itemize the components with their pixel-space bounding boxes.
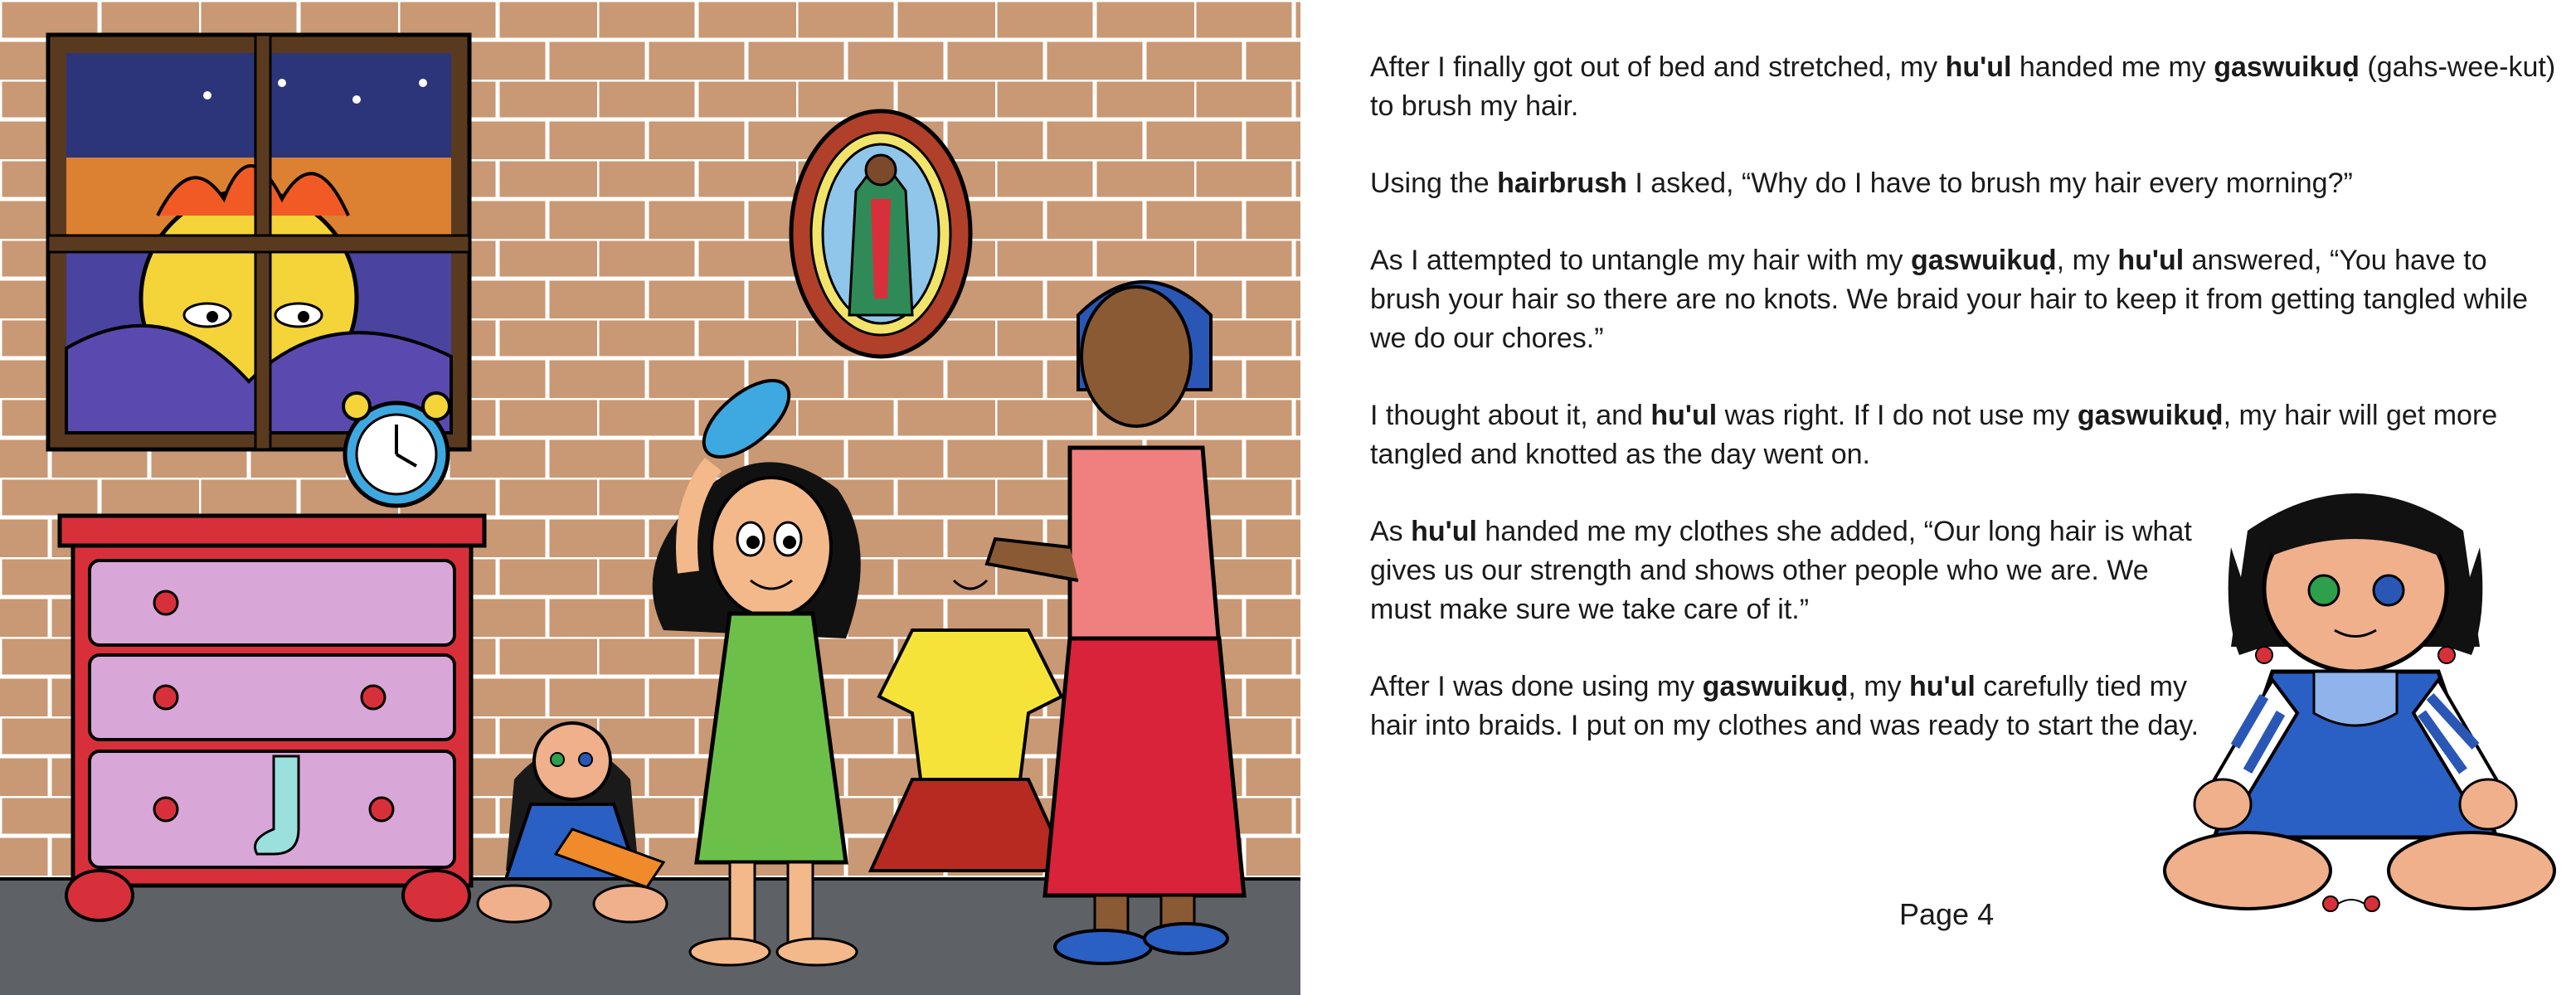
doll-illustration [2148, 464, 2563, 929]
text-span: I asked, “Why do I have to brush my hair every morning?” [1626, 167, 2353, 199]
button-eye-icon [2374, 575, 2403, 605]
text-span: , my [1848, 671, 1910, 702]
paragraph-6 [1370, 667, 2216, 745]
text-span: As [1370, 516, 1412, 547]
paragraph-5 [1370, 512, 2216, 629]
text-span: After I was done using my [1370, 671, 1703, 702]
paragraph-3 [1370, 241, 2564, 358]
text-span: was right. If I do not use my [1717, 400, 2078, 431]
text-span: After I finally got out of bed and stretched, my [1370, 51, 1946, 83]
hair-tie-icon [2323, 896, 2338, 911]
text-page [1319, 0, 2576, 995]
word-gaswuikud: gaswuikuḍ [1910, 245, 2057, 276]
window [48, 35, 469, 449]
page-gutter [1300, 0, 1319, 995]
page-number: Page 4 [1899, 897, 1995, 931]
word-hu-ul: hu'ul [1909, 671, 1976, 702]
word-hu-ul: hu'ul [2117, 245, 2185, 276]
button-eye-icon [2309, 575, 2339, 605]
word-hairbrush: hairbrush [1497, 167, 1627, 199]
text-span: , my [2056, 245, 2118, 276]
word-gaswuikud: gaswuikuḍ [1702, 671, 1849, 702]
word-gaswuikud: gaswuikuḍ [2077, 400, 2224, 431]
paragraph-1 [1370, 48, 2564, 126]
word-hu-ul: hu'ul [1945, 51, 2012, 83]
rag-doll [2148, 464, 2563, 929]
paragraph-2 [1370, 164, 2564, 203]
text-span: answered, “You have to brush your hair so there are no knots. We braid your hair to keep it from getting tangled while we do our chores.” [1370, 245, 2529, 354]
text-span: (gahs-wee-kut) to brush my hair. [1370, 51, 2556, 122]
text-span: handed me my clothes she added, “Our long hair is what gives us our strength and shows other people who we are. We must make sure we take care of it.” [1370, 516, 2192, 625]
text-span: I thought about it, and [1370, 400, 1651, 431]
text-span: carefully tied my hair into braids. I put on my clothes and was ready to start the day. [1370, 671, 2199, 741]
text-span: handed me my [2011, 51, 2214, 83]
text-span: As I attempted to untangle my hair with my [1370, 245, 1911, 276]
word-hu-ul: hu'ul [1650, 400, 1718, 431]
word-gaswuikud: gaswuikuḍ [2214, 51, 2360, 83]
text-span: Using the [1370, 167, 1498, 199]
framed-portrait [791, 111, 970, 357]
dresser [60, 516, 484, 920]
word-hu-ul: hu'ul [1411, 516, 1477, 547]
text-span: , my hair will get more tangled and knotted as the day went on. [1370, 400, 2498, 470]
paragraph-4 [1370, 396, 2564, 474]
hair-tie-icon [2365, 896, 2379, 911]
alarm-clock-icon [343, 393, 450, 506]
